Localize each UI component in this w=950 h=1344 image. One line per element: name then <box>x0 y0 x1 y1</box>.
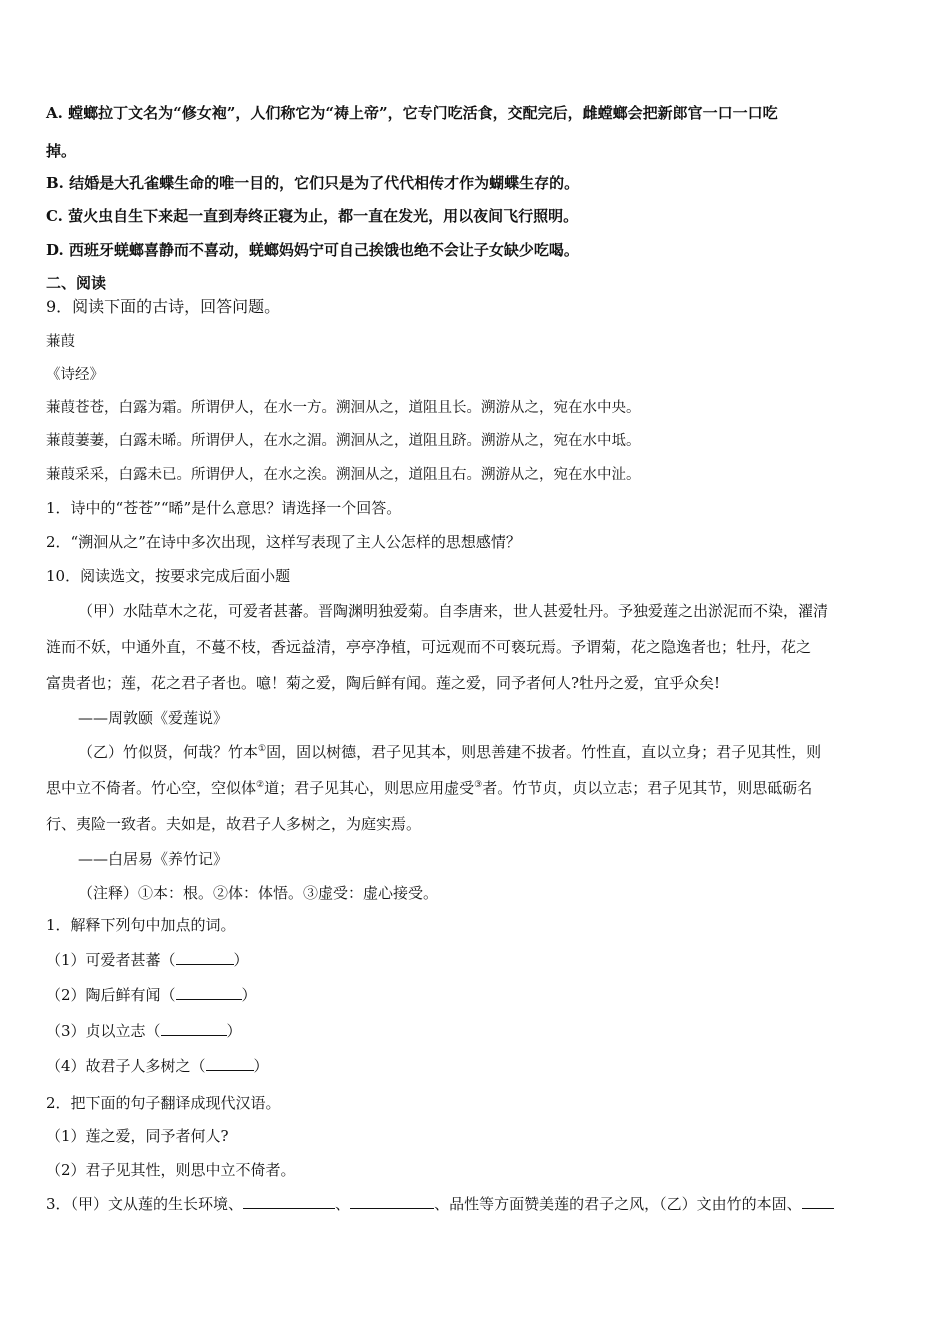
footnote-marker: ① <box>258 744 267 754</box>
fill-blank-item: （2）陶后鲜有闻（ ） <box>46 986 257 1004</box>
q10-sub1-prompt: 1．解释下列句中加点的词。 <box>46 916 236 934</box>
poem-stanza: 蒹葭苍苍，白露为霜。所谓伊人，在水一方。溯洄从之，道阻且长。溯游从之，宛在水中央。 <box>46 400 641 416</box>
yi-text: 道；君子见其心，则思应用虚受 <box>264 779 475 797</box>
answer-blank[interactable] <box>176 985 242 1000</box>
poem-stanza: 蒹葭萋萋，白露未晞。所谓伊人，在水之湄。溯洄从之，道阻且跻。溯游从之，宛在水中坻。 <box>46 433 641 449</box>
footnote-marker: ② <box>256 780 265 790</box>
answer-blank[interactable] <box>350 1194 434 1209</box>
yi-text: 固，固以树德，君子见其本，则思善建不拔者。竹性直，直以立身；君子见其性，则 <box>266 743 822 761</box>
yi-text: 者。竹节贞，贞以立志；君子见其节，则思砥砺名 <box>482 779 813 797</box>
fill-blank-item: （3）贞以立志（ ） <box>46 1022 242 1040</box>
poem-source: 《诗经》 <box>46 367 104 383</box>
yi-text: （乙）竹似贤，何哉？竹本 <box>78 743 259 761</box>
option-b: B. 结婚是大孔雀蝶生命的唯一目的，它们只是为了代代相传才作为蝴蝶生存的。 <box>46 174 580 192</box>
annotation-notes: （注释）①本：根。②体：体悟。③虚受：虚心接受。 <box>78 884 439 902</box>
poem-title: 蒹葭 <box>46 334 75 350</box>
fill-blank-item: （1）可爱者甚蕃（ ） <box>46 951 249 969</box>
jia-text-line: 涟而不妖，中通外直，不蔓不枝，香远益清，亭亭净植，可远观而不可亵玩焉。予谓菊，花之隐逸者也；牡丹，花之 <box>46 638 812 656</box>
translate-item: （1）莲之爱，同予者何人? <box>46 1127 229 1145</box>
q9-sub1: 1．诗中的“苍苍”“晞”是什么意思？请选择一个回答。 <box>46 499 402 517</box>
yi-text-line <box>46 778 812 798</box>
jia-text-line: 富贵者也；莲，花之君子者也。噫！菊之爱，陶后鲜有闻。莲之爱，同予者何人?牡丹之爱，宜乎众矣! <box>46 674 721 692</box>
yi-text-line: 行、夷险一致者。夫如是，故君子人多树之，为庭实焉。 <box>46 815 422 833</box>
q10-prompt: 10．阅读选文，按要求完成后面小题 <box>46 567 291 585</box>
yi-text-line <box>78 742 821 762</box>
jia-text-line: （甲）水陆草木之花，可爱者甚蕃。晋陶渊明独爱菊。自李唐来，世人甚爱牡丹。予独爱莲之出淤泥而不染，濯清 <box>78 602 829 620</box>
poem-stanza: 蒹葭采采，白露未已。所谓伊人，在水之涘。溯洄从之，道阻且右。溯游从之，宛在水中沚。 <box>46 467 641 483</box>
yi-text: 思中立不倚者。竹心空，空似体 <box>46 779 257 797</box>
option-c: C. 萤火虫自生下来起一直到寿终正寝为止，都一直在发光，用以夜间飞行照明。 <box>46 207 579 225</box>
q9-prompt: 9．阅读下面的古诗，回答问题。 <box>46 297 281 316</box>
answer-blank[interactable] <box>161 1021 227 1036</box>
option-d: D. 西班牙蜣螂喜静而不喜动，蜣螂妈妈宁可自己挨饿也绝不会让子女缺少吃喝。 <box>46 241 579 259</box>
answer-blank[interactable] <box>802 1194 834 1209</box>
option-a-line2: 掉。 <box>46 142 77 160</box>
yi-attribution: ——白居易《养竹记》 <box>78 850 229 868</box>
jia-attribution: ——周敦颐《爱莲说》 <box>78 709 229 727</box>
section-heading: 二、阅读 <box>46 274 107 292</box>
answer-blank[interactable] <box>243 1194 335 1209</box>
answer-blank[interactable] <box>206 1056 254 1071</box>
q10-sub2-prompt: 2．把下面的句子翻译成现代汉语。 <box>46 1094 281 1112</box>
fill-blank-item: （4）故君子人多树之（ ） <box>46 1057 269 1075</box>
q10-sub3: 3．（甲）文从莲的生长环境、 、 、品性等方面赞美莲的君子之风，（乙）文由竹的本固、 <box>46 1194 834 1214</box>
translate-item: （2）君子见其性，则思中立不倚者。 <box>46 1161 296 1179</box>
footnote-marker: ③ <box>474 780 483 790</box>
q9-sub2: 2．“溯洄从之”在诗中多次出现，这样写表现了主人公怎样的思想感情？ <box>46 533 521 551</box>
answer-blank[interactable] <box>176 950 234 965</box>
option-a-line1: A. 螳螂拉丁文名为“修女袍”，人们称它为“祷上帝”，它专门吃活食，交配完后，雌螳螂会把新郎官一口一口吃 <box>46 104 778 122</box>
